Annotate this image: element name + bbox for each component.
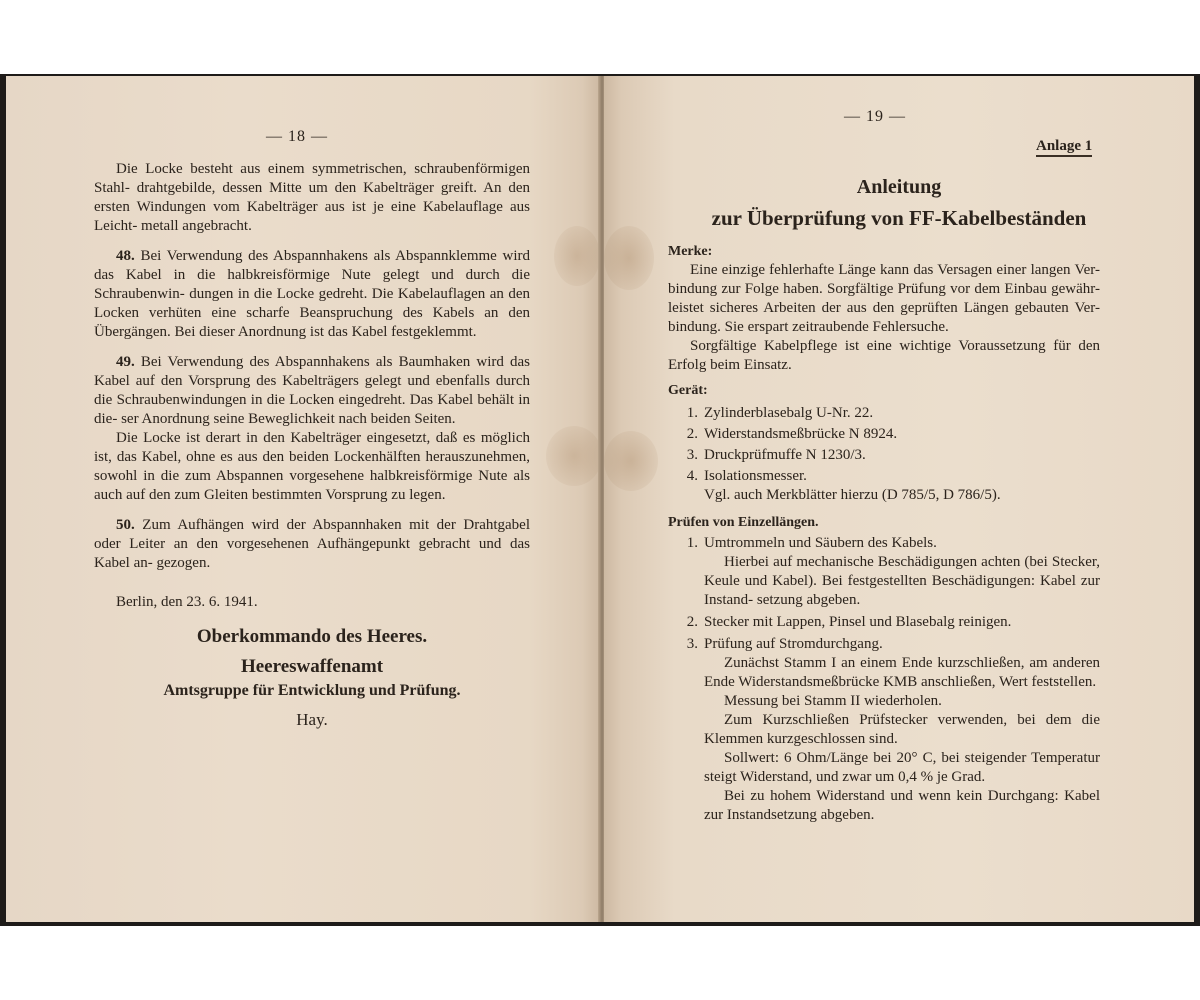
- paragraph-text: Bei Verwendung des Abspannhakens als Baumhaken wird das Kabel auf den Vorsprung des Kabelträgers gelegt und ebenfalls durch die Schraubenwindungen in die Locken eingedreht. Das Kabel behält in die- ser Anordnung seine Beweglichkeit nach beiden Seiten.: [94, 354, 530, 427]
- stain-mark: [546, 426, 602, 486]
- list-item: [668, 467, 1100, 486]
- signature-block: [94, 626, 530, 730]
- list-item: [668, 613, 1100, 632]
- list-text: Umtrommeln und Säubern des Kabels.: [704, 535, 937, 551]
- list-text: Isolationsmesser.: [704, 468, 807, 484]
- section-heading-geraet: Gerät:: [668, 383, 708, 398]
- list-detail: [668, 654, 1100, 692]
- paragraph-text: Bei Verwendung des Abspannhakens als Abspannklemme wird das Kabel in die halbkreisförmige Nute gelegt und durch die Schraubenwin- dungen in die Locke gedreht. Die Kabelauflagen an den Locken verhüten eine scharfe Beanspruchung des Kabels an den Übergängen. Bei dieser Anordnung ist das Kabel festgeklemmt.: [94, 248, 531, 340]
- list-text: Zylinderblasebalg U-Nr. 22.: [704, 405, 874, 421]
- list-number: 4.: [686, 468, 698, 484]
- left-body: [94, 160, 530, 612]
- signature-organization: Oberkommando des Heeres.: [196, 626, 428, 647]
- section-heading-merke: Merke:: [668, 244, 713, 259]
- signature-group: Amtsgruppe für Entwicklung und Prüfung.: [163, 682, 461, 699]
- detail-text: Zum Kurzschließen Prüfstecker verwenden, bei dem die Klemmen kurzgeschlossen sind.: [704, 712, 1100, 747]
- annex-label: Anlage 1: [1036, 138, 1092, 157]
- list-number: 2.: [686, 426, 698, 442]
- list-detail: [668, 749, 1100, 787]
- paragraph-number: 49.: [116, 354, 135, 370]
- left-page: [6, 76, 600, 922]
- document-subtitle: zur Überprüfung von FF-Kabelbeständen: [711, 206, 1087, 230]
- list-item: [668, 534, 1100, 553]
- detail-text: Bei zu hohem Widerstand und wenn kein Durchgang: Kabel zur Instandsetzung abgeben.: [704, 788, 1100, 823]
- detail-text: Zunächst Stamm I an einem Ende kurzschließen, am anderen Ende Widerstandsmeßbrücke KMB anschließen, Wert feststellen.: [704, 655, 1100, 690]
- paragraph-49: [94, 353, 530, 429]
- list-detail: [668, 692, 1100, 711]
- paragraph-50: [94, 516, 530, 573]
- merke-paragraph: Eine einzige fehlerhafte Länge kann das Versagen einer langen Ver- bindung zur Folge haben. Sorgfältige Prüfung vor dem Einbau gewähr- leistet sicheres Arbeiten der aus den geprüften Längen gebauten Ver- bindung. Sie erspart zeitraubende Fehlersuche.: [668, 262, 1100, 335]
- paragraph-locke: Die Locke besteht aus einem symmetrischen, schraubenförmigen Stahl- drahtgebilde, dessen Mitte um den Kabelträger greift. An den ersten Windungen vom Kabelträger aus ist je eine Kabelauflage aus Leicht- metall angebracht.: [94, 161, 530, 234]
- list-item: [668, 404, 1100, 423]
- paragraph-number: 48.: [116, 248, 135, 264]
- paragraph-48: [94, 247, 530, 342]
- list-detail: [668, 711, 1100, 749]
- list-item: [668, 635, 1100, 654]
- paragraph-text: Zum Aufhängen wird der Abspannhaken mit der Drahtgabel oder Leiter an den vorgesehenen Aufhängepunkt gebracht und das Kabel an- gezogen.: [94, 517, 530, 571]
- list-number: 2.: [686, 614, 698, 630]
- stain-mark: [604, 226, 654, 290]
- detail-text: Sollwert: 6 Ohm/Länge bei 20° C, bei steigender Temperatur steigt Widerstand, und zwar um 0,4 % je Grad.: [704, 750, 1100, 785]
- right-page: [604, 76, 1194, 922]
- detail-text: Hierbei auf mechanische Beschädigungen achten (bei Stecker, Keule und Kabel). Bei festgestellten Beschädigungen: Kabel zur Instand- setzung abgeben.: [704, 554, 1100, 608]
- merke-paragraph: Sorgfältige Kabelpflege ist eine wichtige Voraussetzung für den Erfolg beim Einsatz.: [668, 338, 1100, 373]
- paragraph-49-continued: Die Locke ist derart in den Kabelträger eingesetzt, daß es möglich ist, das Kabel, ohne es aus den beiden Lockenhälften herauszunehmen, sowohl in die zum Abspannen vorgesehene halbkreisförmige Nute als auch auf den zum Gleiten bestimmten Vorsprung zu legen.: [94, 430, 530, 503]
- section-heading-pruefen: Prüfen von Einzellängen.: [668, 515, 819, 530]
- list-item: [668, 425, 1100, 444]
- list-number: 3.: [686, 636, 698, 652]
- document-title: Anleitung: [856, 176, 942, 198]
- signature-name: Hay.: [296, 710, 328, 729]
- date-line: Berlin, den 23. 6. 1941.: [116, 594, 258, 610]
- stain-mark: [554, 226, 600, 286]
- stain-mark: [604, 431, 658, 491]
- list-number: 1.: [686, 405, 698, 421]
- list-item: [668, 446, 1100, 465]
- list-note: Vgl. auch Merkblätter hierzu (D 785/5, D 786/5).: [704, 487, 1001, 503]
- page-number-18: — 18 —: [266, 128, 328, 145]
- list-text: Stecker mit Lappen, Pinsel und Blasebalg reinigen.: [704, 614, 1012, 630]
- list-number: 3.: [686, 447, 698, 463]
- list-detail: [668, 787, 1100, 825]
- list-text: Druckprüfmuffe N 1230/3.: [704, 447, 866, 463]
- paragraph-number: 50.: [116, 517, 135, 533]
- signature-office: Heereswaffenamt: [240, 656, 384, 677]
- page-number-19: — 19 —: [844, 108, 906, 125]
- list-number: 1.: [686, 535, 698, 551]
- list-text: Widerstandsmeßbrücke N 8924.: [704, 426, 898, 442]
- list-text: Prüfung auf Stromdurchgang.: [704, 636, 883, 652]
- right-body: [668, 242, 1100, 825]
- list-detail: [668, 553, 1100, 610]
- detail-text: Messung bei Stamm II wiederholen.: [724, 693, 942, 709]
